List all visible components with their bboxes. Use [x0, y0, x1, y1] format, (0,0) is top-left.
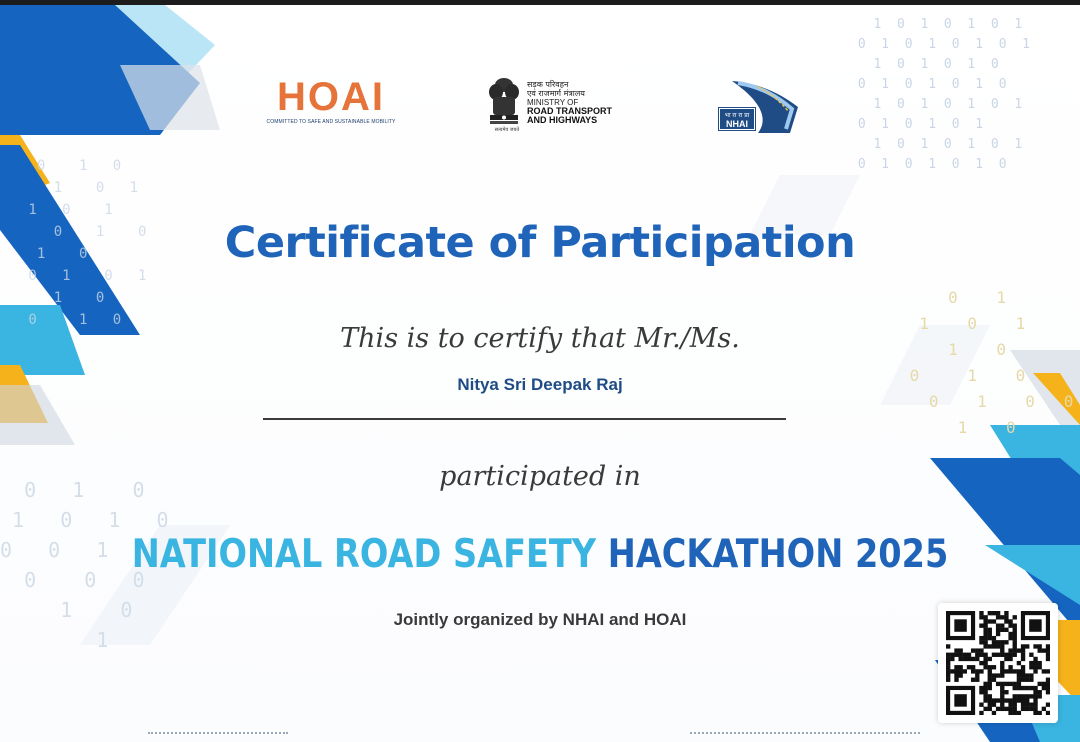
name-underline — [263, 418, 786, 420]
morth-logo — [487, 75, 622, 137]
event-title-part2: HACKATHON 2025 — [607, 532, 949, 577]
participated-line: participated in — [439, 461, 641, 492]
nhai-logo-icon — [718, 77, 804, 133]
certificate — [0, 5, 1080, 742]
binary-pattern-left-lower: 0 1 0 1 0 1 0 0 0 1 0 0 0 1 0 1 — [0, 478, 169, 652]
logo-row — [0, 5, 1080, 155]
morth-line2: ROAD TRANSPORT — [527, 106, 612, 116]
hoai-logo — [256, 77, 406, 125]
qr-code — [938, 603, 1058, 723]
morth-hindi-line1: सड़क परिवहन — [527, 80, 569, 89]
nhai-hindi: भा रा रा प्रा — [724, 112, 750, 119]
morth-motto: सत्यमेव जयते — [494, 127, 520, 133]
bottom-dotted-line-left — [148, 732, 288, 737]
certify-line: This is to certify that Mr./Ms. — [340, 323, 740, 354]
morth-line1: MINISTRY OF — [527, 98, 579, 107]
hoai-tagline: COMMITTED TO SAFE AND SUSTAINABLE MOBILITY — [266, 119, 396, 125]
binary-pattern-right-lower: 0 1 1 0 1 1 0 0 1 0 0 1 0 0 1 0 — [909, 288, 1074, 437]
binary-pattern-left: 0 1 0 1 0 1 1 0 1 0 1 0 1 0 0 1 0 1 1 0 0 1 0 — [28, 158, 147, 328]
morth-text-block — [527, 80, 612, 125]
morth-hindi-line2: एवं राजमार्ग मंत्रालय — [527, 89, 585, 98]
certificate-title: Certificate of Participation — [224, 218, 856, 268]
binary-pattern-right: 1 0 1 0 1 0 1 0 1 0 1 0 1 0 1 1 0 1 0 1 0 0 1 0 1 0 1 0 1 0 1 0 1 0 1 0 1 0 1 0 1 1 0 1 0 1 0 1 0 1 0 1 0 1 0 — [857, 17, 1031, 172]
recipient-name: Nitya Sri Deepak Raj — [457, 375, 623, 394]
organizer-line: Jointly organized by NHAI and HOAI — [393, 610, 687, 629]
event-title-part1: NATIONAL ROAD SAFETY — [131, 532, 597, 577]
event-title — [76, 532, 1005, 577]
qr-code-icon — [946, 611, 1050, 715]
morth-line3: AND HIGHWAYS — [527, 115, 598, 125]
nhai-label: NHAI — [726, 119, 748, 129]
bottom-dotted-line-right — [690, 732, 920, 737]
hoai-wordmark: HOAI — [277, 75, 385, 119]
